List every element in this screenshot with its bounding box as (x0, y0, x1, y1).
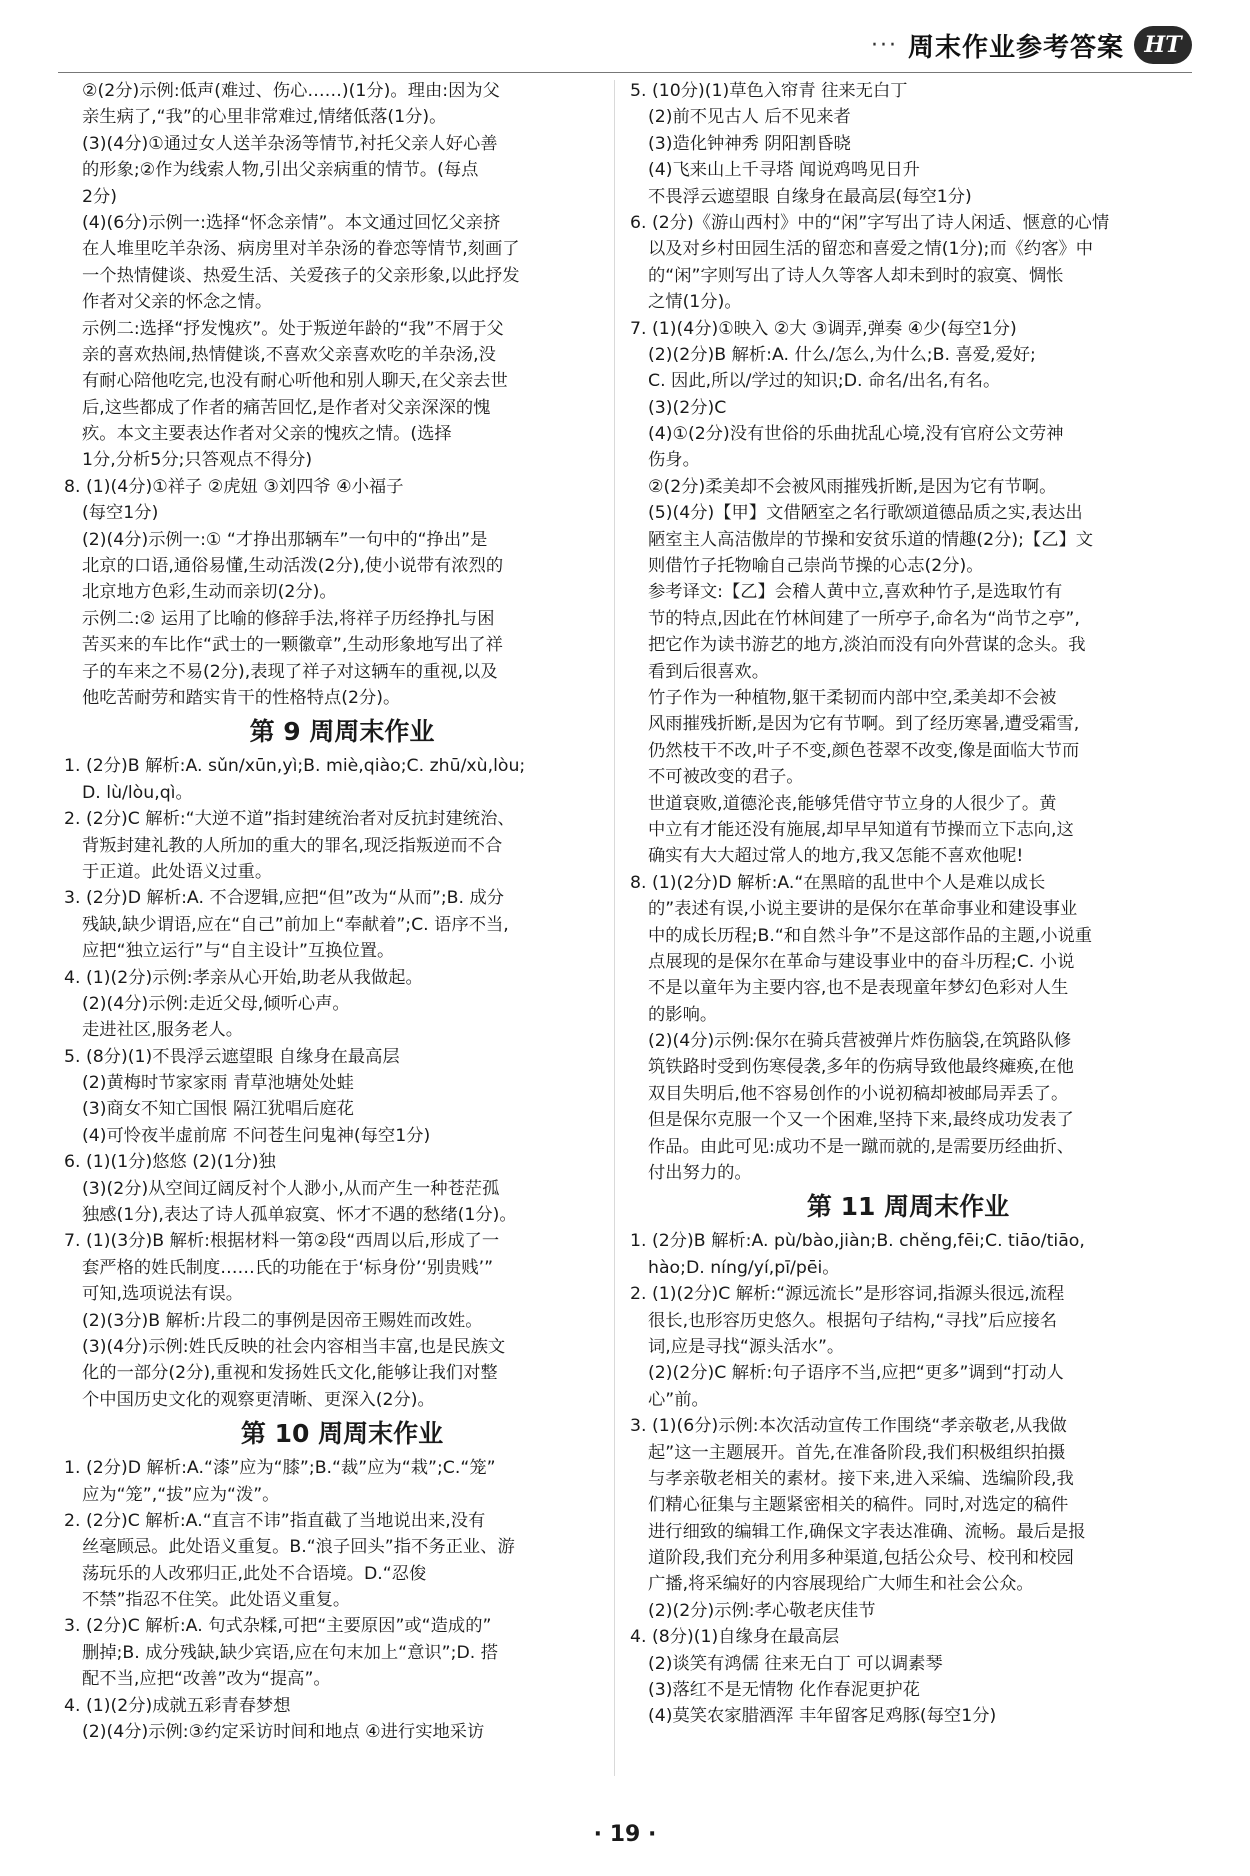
answer-line: (2)谈笑有鸿儒 往来无白丁 可以调素琴 (648, 1653, 943, 1674)
answer-line: 把它作为读书游艺的地方,淡泊而没有向外营谋的念头。我 (648, 635, 1086, 656)
answer-line: 中立有才能还没有施展,却早早知道有节操而立下志向,这 (648, 819, 1074, 840)
answer-line: 个中国历史文化的观察更清晰、更深入(2分)。 (82, 1389, 435, 1410)
answer-line: 不可被改变的君子。 (648, 767, 804, 788)
answer-line: 2. (1)(2分)C 解析:“源远流长”是形容词,指源头很远,流程 (630, 1284, 1065, 1305)
header-rule (58, 72, 1192, 73)
answer-line: 确实有大大超过常人的地方,我又怎能不喜欢他呢! (648, 846, 1024, 867)
answer-line: 点展现的是保尔在革命与建设事业中的奋斗历程;C. 小说 (648, 951, 1075, 972)
header-title: 周末作业参考答案 (907, 32, 1124, 63)
section-heading: 第 9 周周末作业 (249, 717, 435, 747)
answer-line: 荡玩乐的人改邪归正,此处不合语境。D.“忍俊 (82, 1563, 427, 1584)
column-divider (614, 80, 615, 1776)
answer-line: 删掉;B. 成分残缺,缺少宾语,应在句末加上“意识”;D. 搭 (82, 1642, 499, 1663)
answer-line: 8. (1)(4分)①祥子 ②虎妞 ③刘四爷 ④小福子 (64, 476, 404, 497)
answer-line: (3)(4分)示例:姓氏反映的社会内容相当丰富,也是民族文 (82, 1336, 506, 1357)
page-number: · 19 · (593, 1822, 657, 1847)
answer-line: 2. (2分)C 解析:“大逆不道”指封建统治者对反抗封建统治、 (64, 809, 515, 830)
answer-line: 进行细致的编辑工作,确保文字表达准确、流畅。最后是报 (648, 1521, 1086, 1542)
answer-line: 3. (1)(6分)示例:本次活动宣传工作围绕“孝亲敬老,从我做 (630, 1416, 1067, 1437)
answer-line: 伤身。 (648, 450, 700, 471)
answer-line: 与孝亲敬老相关的素材。接下来,进入采编、选编阶段,我 (648, 1468, 1074, 1489)
answer-line: 于正道。此处语义过重。 (82, 861, 273, 882)
answer-line: 2分) (82, 186, 118, 207)
answer-line: (4)可怜夜半虚前席 不问苍生问鬼神(每空1分) (82, 1125, 431, 1146)
answer-line: 独感(1分),表达了诗人孤单寂寞、怀才不遇的愁绪(1分)。 (82, 1205, 517, 1226)
answer-line: 示例二:② 运用了比喻的修辞手法,将祥子历经挣扎与困 (82, 608, 495, 629)
answer-line: ②(2分)示例:低声(难过、伤心……)(1分)。理由:因为父 (82, 81, 500, 101)
answer-line: (3)(4分)①通过女人送羊杂汤等情节,衬托父亲人好心善 (82, 133, 498, 154)
answer-line: 有耐心陪他吃完,也没有耐心听他和别人聊天,在父亲去世 (82, 371, 508, 392)
answer-line: 4. (1)(2分)示例:孝亲从心开始,助老从我做起。 (64, 967, 423, 988)
publisher-logo: HT (1134, 26, 1192, 64)
answer-line: (2)(2分)C 解析:句子语序不当,应把“更多”调到“打动人 (648, 1363, 1064, 1384)
answer-line: (2)(4分)示例:③约定采访时间和地点 ④进行实地采访 (82, 1722, 485, 1743)
answer-line: 化的一部分(2分),重视和发扬姓氏文化,能够让我们对整 (82, 1363, 498, 1384)
answer-line: 3. (2分)D 解析:A. 不合逻辑,应把“但”改为“从而”;B. 成分 (64, 888, 505, 909)
answer-line: 7. (1)(4分)①映入 ②大 ③调弄,弹奏 ④少(每空1分) (630, 318, 1017, 339)
answer-line: 不禁”指忍不住笑。此处语义重复。 (82, 1590, 351, 1611)
answer-line: (2)(3分)B 解析:片段二的事例是因帝王赐姓而改姓。 (82, 1310, 483, 1331)
answer-line: 1. (2分)B 解析:A. sǔn/xūn,yì;B. miè,qiào;C. zhū/xù,lòu; (64, 756, 526, 777)
answer-line: 后,这些都成了作者的痛苦回忆,是作者对父亲深深的愧 (82, 397, 491, 418)
answer-line: 作者对父亲的怀念之情。 (82, 292, 273, 313)
answer-line: 7. (1)(3分)B 解析:根据材料一第②段“西周以后,形成了一 (64, 1231, 500, 1252)
answer-line: 以及对乡村田园生活的留恋和喜爱之情(1分);而《约客》中 (648, 239, 1094, 260)
answer-line: (2)(4分)示例:保尔在骑兵营被弹片炸伤脑袋,在筑路队修 (648, 1031, 1072, 1052)
answer-line: (4)(6分)示例一:选择“怀念亲情”。本文通过回忆父亲挤 (82, 212, 501, 233)
answer-line: (2)(2分)示例:孝心敬老庆佳节 (648, 1600, 876, 1621)
answer-line: 6. (1)(1分)悠悠 (2)(1分)独 (64, 1152, 276, 1173)
section-heading: 第 10 周周末作业 (240, 1419, 444, 1449)
answer-line: (2)(4分)示例:走近父母,倾听心声。 (82, 993, 350, 1014)
right-column (630, 78, 1186, 1730)
answer-line: (3)(2分)C (648, 397, 727, 418)
answer-line: (4)飞来山上千寻塔 闻说鸡鸣见日升 (648, 160, 920, 181)
answer-line: 应为“笼”,“拔”应为“泼”。 (82, 1484, 280, 1505)
answer-line: 之情(1分)。 (648, 292, 742, 313)
answer-line: 风雨摧残折断,是因为它有节啊。到了经历寒暑,遭受霜雪, (648, 714, 1080, 735)
answer-line: 5. (10分)(1)草色入帘青 往来无白丁 (630, 81, 908, 101)
answer-line: (每空1分) (82, 503, 159, 524)
answer-line: 陋室主人高洁傲岸的节操和安贫乐道的情趣(2分);【乙】文 (648, 529, 1094, 550)
answer-line: (2)(4分)示例一:① “才挣出那辆车”一句中的“挣出”是 (82, 529, 488, 550)
answer-line: 的“闲”字则写出了诗人久等客人却未到时的寂寞、惆怅 (648, 265, 1064, 286)
answer-line: 竹子作为一种植物,躯干柔韧而内部中空,柔美却不会被 (648, 687, 1057, 708)
answer-line: 看到后很喜欢。 (648, 661, 769, 682)
answer-line: 套严格的姓氏制度……氏的功能在于‘标身份’‘别贵贱’” (82, 1257, 494, 1278)
answer-line: 作品。由此可见:成功不是一蹴而就的,是需要历经曲折、 (648, 1136, 1075, 1157)
answer-line: 1. (2分)B 解析:A. pù/bào,jiàn;B. chěng,fēi;C. tiāo/tiāo, (630, 1231, 1085, 1252)
answer-line: 5. (8分)(1)不畏浮云遮望眼 自缘身在最高层 (64, 1046, 400, 1067)
answer-line: 一个热情健谈、热爱生活、关爱孩子的父亲形象,以此抒发 (82, 265, 520, 286)
answer-line: 词,应是寻找“源头活水”。 (648, 1336, 845, 1357)
answer-line: (3)商女不知亡国恨 隔江犹唱后庭花 (82, 1099, 354, 1120)
answer-line: 示例二:选择“抒发愧疚”。处于叛逆年龄的“我”不屑于父 (82, 318, 504, 339)
answer-line: 中的成长历程;B.“和自然斗争”不是这部作品的主题,小说重 (648, 925, 1093, 946)
answer-line: 他吃苦耐劳和踏实肯干的性格特点(2分)。 (82, 687, 401, 708)
answer-line: 们精心征集与主题紧密相关的稿件。同时,对选定的稿件 (648, 1495, 1069, 1516)
answer-line: (4)①(2分)没有世俗的乐曲扰乱心境,没有官府公文劳神 (648, 424, 1064, 445)
answer-line: 8. (1)(2分)D 解析:A.“在黑暗的乱世中个人是难以成长 (630, 872, 1046, 893)
answer-line: 世道衰败,道德沦丧,能够凭借守节立身的人很少了。黄 (648, 793, 1057, 814)
answer-line: 节的特点,因此在竹林间建了一所亭子,命名为“尚节之亭”, (648, 608, 1080, 629)
answer-line: (4)莫笑农家腊酒浑 丰年留客足鸡豚(每空1分) (648, 1706, 997, 1727)
page-header (871, 22, 1192, 68)
answer-line: 广播,将采编好的内容展现给广大师生和社会公众。 (648, 1574, 1034, 1595)
answer-line: 不是以童年为主要内容,也不是表现童年梦幻色彩对人生 (648, 978, 1069, 999)
answer-line: 则借竹子托物喻自己崇尚节操的心志(2分)。 (648, 556, 984, 577)
answer-line: 1分,分析5分;只答观点不得分) (82, 450, 313, 471)
answer-line: (3)(2分)从空间辽阔反衬个人渺小,从而产生一种苍茫孤 (82, 1178, 500, 1199)
answer-line: (2)前不见古人 后不见来者 (648, 107, 851, 128)
answer-line: (3)造化钟神秀 阴阳割昏晓 (648, 133, 851, 154)
answer-line: 背叛封建礼教的人所加的重大的罪名,现泛指叛逆而不合 (82, 835, 503, 856)
answer-line: 丝毫顾忌。此处语义重复。B.“浪子回头”指不务正业、游 (82, 1537, 515, 1558)
answer-line: 的影响。 (648, 1004, 718, 1025)
answer-line: 很长,也形容历史悠久。根据句子结构,“寻找”后应接名 (648, 1310, 1058, 1331)
answer-line: 北京的口语,通俗易懂,生动活泼(2分),使小说带有浓烈的 (82, 556, 504, 577)
answer-line: hào;D. níng/yí,pī/pēi。 (648, 1257, 840, 1278)
answer-line: 2. (2分)C 解析:A.“直言不讳”指直截了当地说出来,没有 (64, 1510, 486, 1531)
answer-line: 的”表述有误,小说主要讲的是保尔在革命事业和建设事业 (648, 899, 1078, 920)
answer-line: 应把“独立运行”与“自主设计”互换位置。 (82, 941, 395, 962)
answer-line: 的形象;②作为线索人物,引出父亲病重的情节。(每点 (82, 160, 479, 181)
answer-line: 苦买来的车比作“武士的一颗徽章”,生动形象地写出了祥 (82, 635, 503, 656)
answer-line: 6. (2分)《游山西村》中的“闲”字写出了诗人闲适、惬意的心情 (630, 212, 1110, 233)
answer-line: 心”前。 (648, 1389, 709, 1410)
answer-line: 付出努力的。 (648, 1163, 752, 1184)
answer-line: 走进社区,服务老人。 (82, 1020, 244, 1041)
answer-line: 筑铁路时受到伤寒侵袭,多年的伤病导致他最终瘫痪,在他 (648, 1057, 1074, 1078)
answer-line: 残缺,缺少谓语,应在“自己”前加上“奉献着”;C. 语序不当, (82, 914, 509, 935)
answer-line: 4. (8分)(1)自缘身在最高层 (630, 1627, 840, 1648)
answer-line: ②(2分)柔美却不会被风雨摧残折断,是因为它有节啊。 (648, 476, 1057, 497)
header-dots: ··· (871, 32, 898, 58)
answer-line: 参考译文:【乙】会稽人黄中立,喜欢种竹子,是选取竹有 (648, 582, 1063, 603)
answer-line: 仍然枝干不改,叶子不变,颜色苍翠不改变,像是面临大节而 (648, 740, 1080, 761)
answer-line: 子的车来之不易(2分),表现了祥子对这辆车的重视,以及 (82, 661, 498, 682)
answer-line: 双目失明后,他不容易创作的小说初稿却被邮局弄丢了。 (648, 1083, 1069, 1104)
answer-line: (2)黄梅时节家家雨 青草池塘处处蛙 (82, 1073, 354, 1094)
answer-line: (5)(4分)【甲】文借陋室之名行歌颂道德品质之实,表达出 (648, 503, 1083, 524)
answer-line: 北京地方色彩,生动而亲切(2分)。 (82, 582, 337, 603)
answer-line: (2)(2分)B 解析:A. 什么/怎么,为什么;B. 喜爱,爱好; (648, 344, 1036, 365)
answer-line: 不畏浮云遮望眼 自缘身在最高层(每空1分) (648, 186, 972, 207)
answer-line: 亲的喜欢热闹,热情健谈,不喜欢父亲喜欢吃的羊杂汤,没 (82, 344, 496, 365)
left-column (64, 78, 620, 1745)
answer-line: D. lù/lòu,qì。 (82, 782, 193, 803)
answer-line: 可知,选项说法有误。 (82, 1284, 244, 1305)
answer-line: 亲生病了,“我”的心里非常难过,情绪低落(1分)。 (82, 107, 447, 128)
answer-line: 道阶段,我们充分利用多种渠道,包括公众号、校刊和校园 (648, 1548, 1074, 1569)
answer-line: 1. (2分)D 解析:A.“漆”应为“膝”;B.“裁”应为“栽”;C.“笼” (64, 1458, 496, 1479)
answer-line: (3)落红不是无情物 化作春泥更护花 (648, 1680, 920, 1701)
answer-line: 3. (2分)C 解析:A. 句式杂糅,可把“主要原因”或“造成的” (64, 1616, 492, 1637)
section-heading: 第 11 周周末作业 (806, 1192, 1010, 1222)
answer-line: C. 因此,所以/学过的知识;D. 命名/出名,有名。 (648, 371, 1001, 392)
answer-line: 起”这一主题展开。首先,在准备阶段,我们积极组织拍摄 (648, 1442, 1066, 1463)
answer-line: 疚。本文主要表达作者对父亲的愧疚之情。(选择 (82, 424, 452, 445)
answer-line: 4. (1)(2分)成就五彩青春梦想 (64, 1695, 291, 1716)
answer-line: 在人堆里吃羊杂汤、病房里对羊杂汤的眷恋等情节,刻画了 (82, 239, 520, 260)
answer-line: 配不当,应把“改善”改为“提高”。 (82, 1669, 331, 1690)
answer-line: 但是保尔克服一个又一个困难,坚持下来,最终成功发表了 (648, 1110, 1074, 1131)
